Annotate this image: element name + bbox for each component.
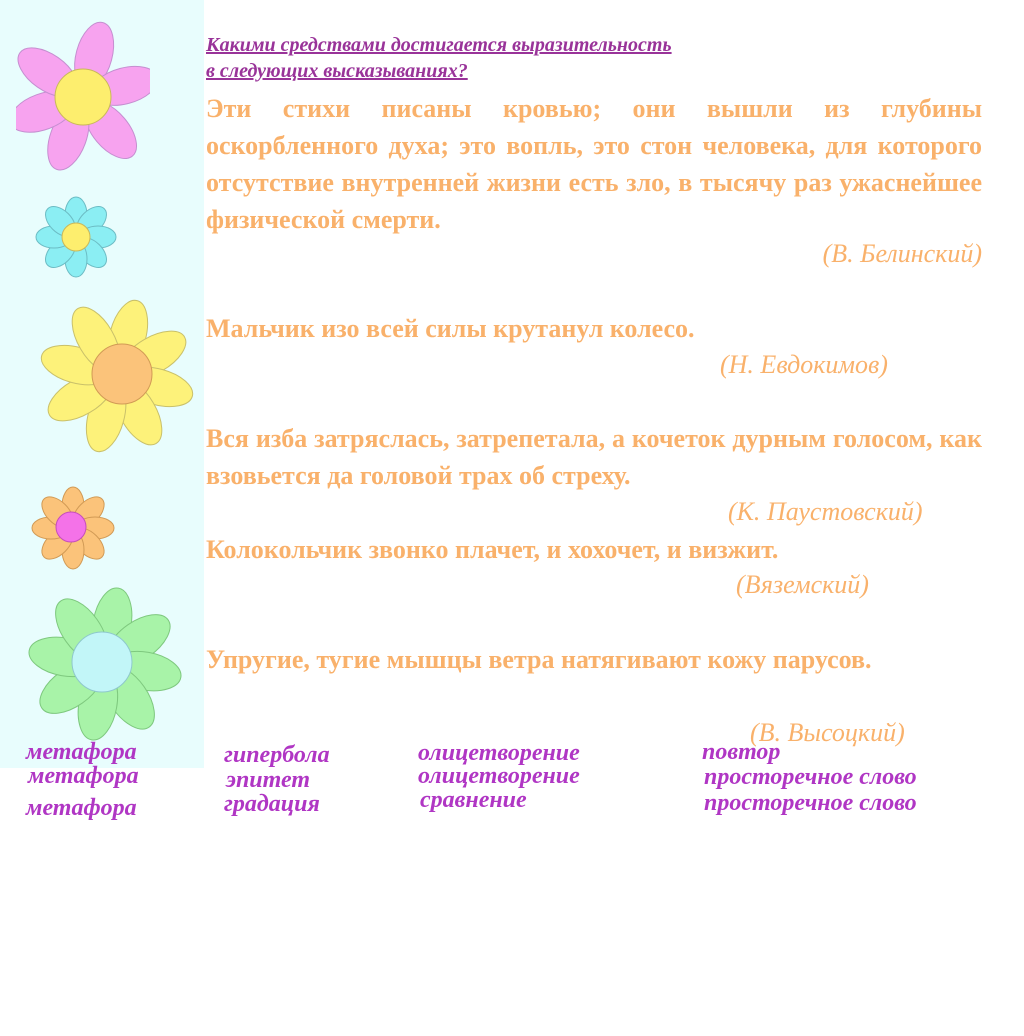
green-flower-icon [22,586,188,746]
term-colloquial-2: просторечное слово [704,790,917,816]
quote-vysotsky: Упругие, тугие мышцы ветра натягивают кожу парусов. [206,645,872,674]
term-metaphor-1: метафора [26,739,137,765]
author-vysotsky: (В. Высоцкий) [750,718,905,747]
flower-sidebar [0,0,204,768]
author-paustovsky: (К. Паустовский) [728,497,923,526]
term-colloquial-1: просторечное слово [704,764,917,790]
term-epithet: эпитет [226,767,311,793]
term-hyperbole: гипербола [224,742,330,768]
quote-vyazemsky: Колокольчик звонко плачет, и хохочет, и визжит. [206,535,779,564]
question-line-1: Какими средствами достигается выразительность [206,34,672,56]
author-vyazemsky: (Вяземский) [736,570,869,599]
term-comparison: сравнение [420,787,527,813]
orange-flower-icon [28,486,118,570]
term-metaphor-3: метафора [26,795,137,821]
author-belinsky: (В. Белинский) [822,239,982,268]
cyan-flower-icon [30,196,122,278]
quote-evdokimov: Мальчик изо всей силы крутанул колесо. [206,314,695,343]
term-personification-2: олицетворение [418,763,580,789]
term-repetition: повтор [702,739,781,765]
yellow-flower-icon [32,296,202,456]
term-personification-1: олицетворение [418,740,580,766]
question-line-2: в следующих высказываниях? [206,60,468,82]
quote-paustovsky: Вся изба затряслась, затрепетала, а кочеток дурным голосом, как взовьется да головой трах об стреху. [206,424,982,490]
pink-flower-icon [16,18,150,176]
term-gradation: градация [224,791,320,817]
quote-belinsky: Эти стихи писаны кровью; они вышли из глубины оскорбленного духа; это вопль, это стон человека, для которого отсутствие внутренней жизни есть зло, в тысячу раз ужаснейшее физической смерти. [206,94,982,234]
author-evdokimov: (Н. Евдокимов) [720,350,888,379]
task-question [206,32,672,84]
term-metaphor-2: метафора [28,763,139,789]
